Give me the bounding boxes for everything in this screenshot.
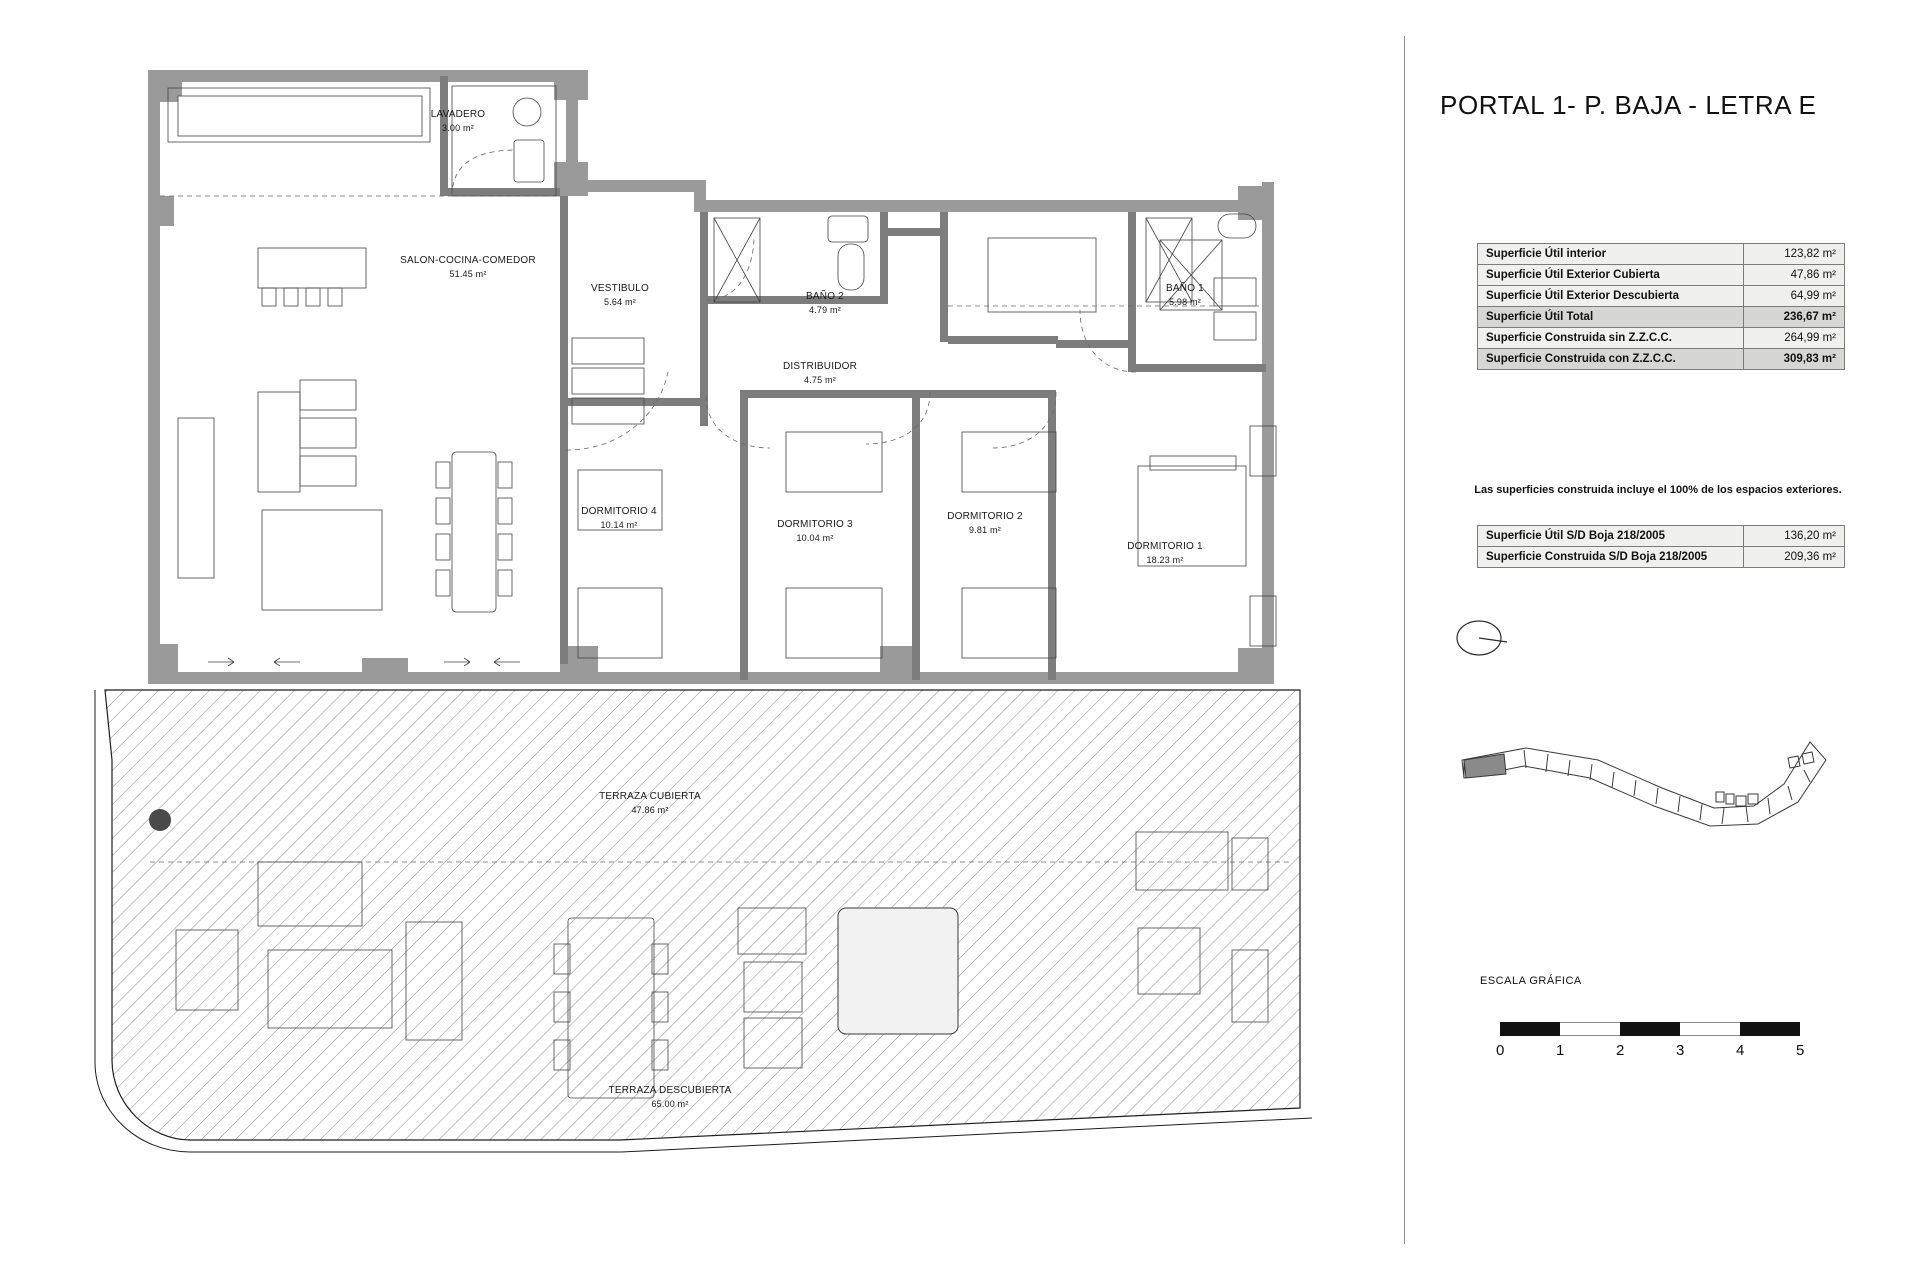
row-label: Superficie Útil Total bbox=[1478, 307, 1744, 328]
room-name: DORMITORIO 4 bbox=[581, 506, 657, 517]
table-row bbox=[1478, 547, 1845, 568]
room-label-bano2 bbox=[770, 290, 880, 316]
table-row bbox=[1478, 286, 1845, 307]
room-name: DORMITORIO 2 bbox=[947, 511, 1023, 522]
room-label-vestibulo bbox=[560, 282, 680, 308]
room-area: 10.14 m² bbox=[600, 519, 638, 530]
row-value: 236,67 m² bbox=[1743, 307, 1844, 328]
room-name: DISTRIBUIDOR bbox=[782, 361, 858, 372]
room-name: DORMITORIO 3 bbox=[777, 519, 853, 530]
row-label: Superficie Construida S/D Boja 218/2005 bbox=[1478, 547, 1744, 568]
room-area: 51.45 m² bbox=[449, 268, 487, 279]
room-label-salon bbox=[348, 254, 588, 280]
room-area: 18.23 m² bbox=[1146, 554, 1184, 565]
scale-tick: 2 bbox=[1616, 1042, 1625, 1059]
row-label: Superficie Útil Exterior Descubierta bbox=[1478, 286, 1744, 307]
surface-table bbox=[1477, 243, 1845, 370]
room-area: 4.79 m² bbox=[809, 304, 841, 315]
scale-tick: 3 bbox=[1676, 1042, 1685, 1059]
scale-bar bbox=[1500, 1022, 1800, 1036]
room-label-dormitorio3 bbox=[750, 518, 880, 544]
panel-divider bbox=[1404, 36, 1405, 1244]
scale-tick: 1 bbox=[1556, 1042, 1565, 1059]
room-area: 3.00 m² bbox=[442, 122, 474, 133]
scale-tick: 5 bbox=[1796, 1042, 1805, 1059]
scale-tick: 0 bbox=[1496, 1042, 1505, 1059]
room-label-lavadero bbox=[398, 108, 518, 134]
north-compass-icon bbox=[1455, 618, 1511, 658]
page-title: PORTAL 1- P. BAJA - LETRA E bbox=[1440, 90, 1817, 120]
room-name: BAÑO 1 bbox=[1166, 283, 1204, 294]
scale-label: ESCALA GRÁFICA bbox=[1480, 975, 1582, 987]
row-value: 47,86 m² bbox=[1743, 265, 1844, 286]
surface-note: Las superficies construida incluye el 100% de los espacios exteriores. bbox=[1474, 484, 1842, 496]
room-name: VESTIBULO bbox=[591, 283, 649, 294]
room-area: 5.64 m² bbox=[604, 296, 636, 307]
table-row bbox=[1478, 307, 1845, 328]
row-label: Superficie Útil S/D Boja 218/2005 bbox=[1478, 526, 1744, 547]
row-value: 64,99 m² bbox=[1743, 286, 1844, 307]
room-name: TERRAZA DESCUBIERTA bbox=[608, 1085, 732, 1096]
room-name: BAÑO 2 bbox=[806, 291, 844, 302]
row-value: 209,36 m² bbox=[1743, 547, 1844, 568]
row-label: Superficie Útil Exterior Cubierta bbox=[1478, 265, 1744, 286]
row-value: 136,20 m² bbox=[1743, 526, 1844, 547]
room-area: 47.86 m² bbox=[631, 804, 669, 815]
row-label: Superficie Construida con Z.Z.C.C. bbox=[1478, 349, 1744, 370]
room-area: 9.81 m² bbox=[969, 524, 1001, 535]
scale-tick: 4 bbox=[1736, 1042, 1745, 1059]
room-name: TERRAZA CUBIERTA bbox=[599, 791, 701, 802]
room-label-terraza-cubierta bbox=[540, 790, 760, 816]
room-area: 5.98 m² bbox=[1169, 296, 1201, 307]
room-label-dormitorio2 bbox=[920, 510, 1050, 536]
table-row bbox=[1478, 349, 1845, 370]
room-area: 65.00 m² bbox=[651, 1098, 689, 1109]
boja-table bbox=[1477, 525, 1845, 568]
scale-ticks bbox=[1484, 1042, 1814, 1062]
table-row bbox=[1478, 244, 1845, 265]
row-value: 123,82 m² bbox=[1743, 244, 1844, 265]
room-name: SALON-COCINA-COMEDOR bbox=[400, 255, 536, 266]
room-name: LAVADERO bbox=[430, 109, 486, 120]
room-label-terraza-descubierta bbox=[560, 1084, 780, 1110]
room-label-dormitorio4 bbox=[554, 505, 684, 531]
room-label-distribuidor bbox=[740, 360, 900, 386]
table-row bbox=[1478, 328, 1845, 349]
room-label-bano1 bbox=[1130, 282, 1240, 308]
row-label: Superficie Construida sin Z.Z.C.C. bbox=[1478, 328, 1744, 349]
room-label-dormitorio1 bbox=[1100, 540, 1230, 566]
table-row bbox=[1478, 526, 1845, 547]
row-label: Superficie Útil interior bbox=[1478, 244, 1744, 265]
row-value: 264,99 m² bbox=[1743, 328, 1844, 349]
table-row bbox=[1478, 265, 1845, 286]
room-area: 4.75 m² bbox=[804, 374, 836, 385]
row-value: 309,83 m² bbox=[1743, 349, 1844, 370]
room-area: 10.04 m² bbox=[796, 532, 834, 543]
room-name: DORMITORIO 1 bbox=[1127, 541, 1203, 552]
site-key-plan bbox=[1458, 730, 1848, 860]
